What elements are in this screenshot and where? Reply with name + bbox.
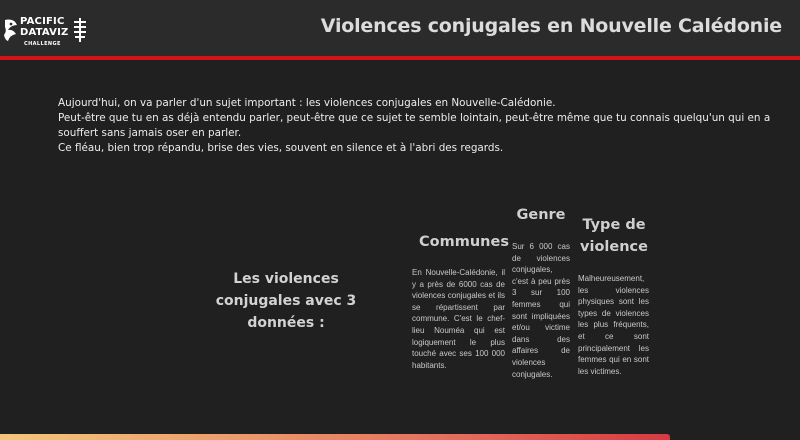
logo-wordmark: [20, 16, 68, 50]
intro-paragraph: Ce fléau, bien trop répandu, brise des vies, souvent en silence et à l'abri des regards.: [58, 142, 504, 154]
communes-text: En Nouvelle-Calédonie, il y a près de 6000 cas de violences conjugales et ils se répartissent par commune. C'est le chef-lieu Nouméa qui est logiquement le plus touché avec ses 100 000 habitants.: [412, 268, 505, 370]
genre-title: Genre: [516, 207, 566, 223]
header-bar: [0, 0, 800, 56]
genre-text: Sur 6 000 cas de violences conjugales, c'est à peu près 3 sur 100 femmes qui sont impliquées et/ou victime dans des affaires de violences conjugales.: [512, 242, 570, 379]
intro-text: [58, 96, 778, 156]
pacific-dataviz-logo[interactable]: [2, 14, 88, 48]
logo-emblem-icon: [73, 18, 87, 42]
intro-paragraph: Aujourd'hui, on va parler d'un sujet important : les violences conjugales en Nouvelle-Calédonie.: [58, 97, 556, 109]
logo-line-challenge: CHALLENGE: [24, 41, 61, 47]
type-de-violence-text: Malheureusement, les violences physiques sont les types de violences les plus fréquents, et ce sont principalement les femmes qui en sont les victimes.: [578, 274, 649, 376]
page-title: Violences conjugales en Nouvelle Calédonie: [320, 15, 782, 37]
communes-title: Communes: [419, 234, 509, 250]
bottom-gradient-bar: [0, 434, 670, 440]
logo-line-dataviz: DATAVIZ: [20, 27, 69, 38]
logo-mark-icon: [2, 16, 20, 46]
type-de-violence-title: Type de violence: [580, 217, 648, 255]
section-heading: Les violences conjugales avec 3 données :: [215, 271, 357, 331]
logo-line-pacific: PACIFIC: [20, 16, 65, 27]
intro-paragraph: Peut-être que tu en as déjà entendu parler, peut-être que ce sujet te semble lointain, peut-être même que tu connais quelqu'un qui en a souffert sans jamais oser en parler.: [58, 112, 771, 139]
header-accent-line: [0, 56, 800, 60]
